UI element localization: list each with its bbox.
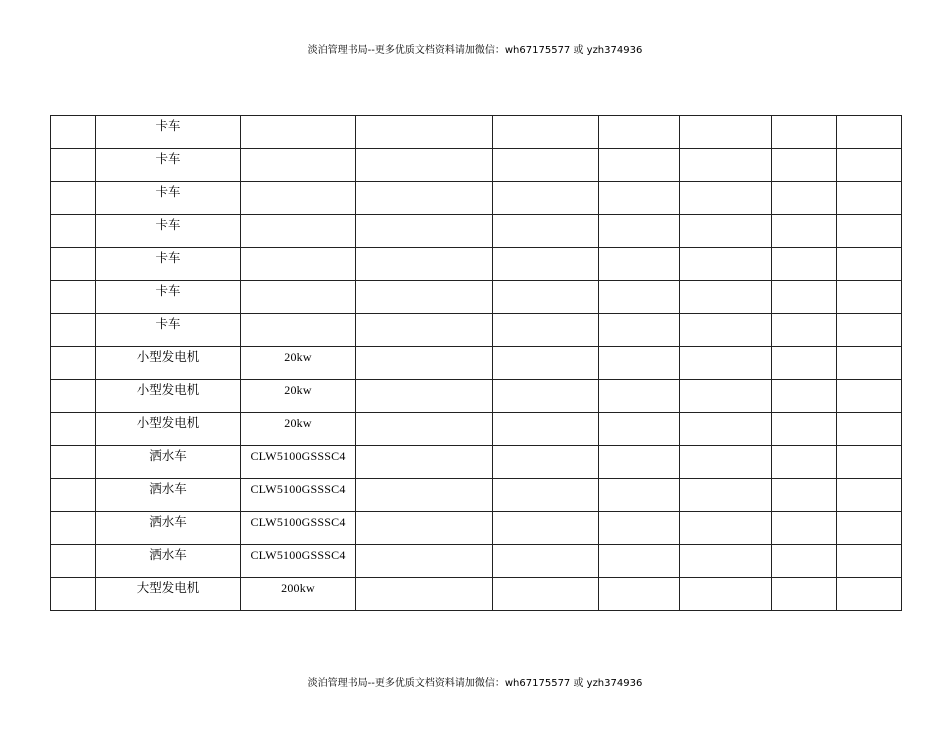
empty-cell — [356, 578, 493, 611]
model-cell — [241, 512, 356, 545]
empty-cell — [680, 347, 772, 380]
empty-cell — [837, 578, 902, 611]
equipment-name-cell — [96, 182, 241, 215]
equipment-name-text: 大型发电机 — [136, 580, 200, 595]
empty-cell — [837, 479, 902, 512]
table-row — [51, 512, 902, 545]
empty-cell — [599, 215, 680, 248]
empty-cell — [493, 182, 599, 215]
empty-cell — [493, 512, 599, 545]
empty-cell — [772, 182, 837, 215]
equipment-name-cell — [96, 248, 241, 281]
empty-cell — [837, 446, 902, 479]
empty-cell — [356, 347, 493, 380]
model-cell — [241, 314, 356, 347]
empty-cell — [599, 116, 680, 149]
empty-cell — [493, 413, 599, 446]
model-text — [241, 314, 355, 317]
model-text: CLW5100GSSSC4 — [250, 548, 346, 562]
table-row — [51, 479, 902, 512]
model-text: CLW5100GSSSC4 — [250, 515, 346, 529]
empty-cell — [837, 116, 902, 149]
equipment-name-cell — [96, 413, 241, 446]
index-cell — [51, 446, 96, 479]
index-cell — [51, 281, 96, 314]
model-cell — [241, 248, 356, 281]
model-cell — [241, 413, 356, 446]
table-row — [51, 281, 902, 314]
empty-cell — [493, 149, 599, 182]
equipment-name-text: 卡车 — [155, 316, 181, 331]
empty-cell — [599, 281, 680, 314]
empty-cell — [599, 347, 680, 380]
equipment-name-cell — [96, 149, 241, 182]
empty-cell — [356, 512, 493, 545]
model-text: 200kw — [281, 581, 315, 595]
empty-cell — [599, 446, 680, 479]
equipment-name-cell — [96, 545, 241, 578]
empty-cell — [837, 347, 902, 380]
empty-cell — [680, 248, 772, 281]
equipment-name-text: 小型发电机 — [136, 382, 200, 397]
empty-cell — [599, 545, 680, 578]
empty-cell — [356, 545, 493, 578]
empty-cell — [599, 149, 680, 182]
table-row — [51, 446, 902, 479]
empty-cell — [680, 578, 772, 611]
model-cell — [241, 479, 356, 512]
empty-cell — [599, 479, 680, 512]
equipment-name-cell — [96, 479, 241, 512]
empty-cell — [599, 413, 680, 446]
equipment-name-cell — [96, 116, 241, 149]
empty-cell — [772, 215, 837, 248]
equipment-name-text: 洒水车 — [149, 481, 187, 496]
empty-cell — [680, 479, 772, 512]
table-body — [51, 116, 902, 611]
empty-cell — [493, 215, 599, 248]
equipment-name-text: 卡车 — [155, 217, 181, 232]
empty-cell — [837, 512, 902, 545]
empty-cell — [680, 446, 772, 479]
model-cell — [241, 545, 356, 578]
equipment-name-cell — [96, 347, 241, 380]
model-text: CLW5100GSSSC4 — [250, 449, 346, 463]
table-row — [51, 578, 902, 611]
empty-cell — [356, 116, 493, 149]
empty-cell — [356, 479, 493, 512]
equipment-name-cell — [96, 578, 241, 611]
equipment-name-text: 卡车 — [155, 184, 181, 199]
equipment-name-text: 洒水车 — [149, 547, 187, 562]
table-row — [51, 182, 902, 215]
index-cell — [51, 248, 96, 281]
equipment-name-cell — [96, 380, 241, 413]
equipment-name-cell — [96, 215, 241, 248]
table-row — [51, 215, 902, 248]
empty-cell — [493, 578, 599, 611]
empty-cell — [772, 545, 837, 578]
index-cell — [51, 182, 96, 215]
table-row — [51, 380, 902, 413]
empty-cell — [772, 413, 837, 446]
equipment-name-cell — [96, 314, 241, 347]
empty-cell — [772, 116, 837, 149]
empty-cell — [493, 479, 599, 512]
empty-cell — [837, 380, 902, 413]
empty-cell — [772, 446, 837, 479]
empty-cell — [837, 545, 902, 578]
model-text — [241, 116, 355, 119]
index-cell — [51, 347, 96, 380]
empty-cell — [772, 512, 837, 545]
index-cell — [51, 578, 96, 611]
empty-cell — [493, 347, 599, 380]
empty-cell — [599, 578, 680, 611]
empty-cell — [599, 314, 680, 347]
empty-cell — [680, 215, 772, 248]
model-cell — [241, 149, 356, 182]
empty-cell — [772, 314, 837, 347]
empty-cell — [772, 347, 837, 380]
index-cell — [51, 512, 96, 545]
empty-cell — [680, 281, 772, 314]
table-row — [51, 116, 902, 149]
model-text — [241, 215, 355, 218]
empty-cell — [772, 248, 837, 281]
empty-cell — [356, 314, 493, 347]
table-row — [51, 149, 902, 182]
model-text — [241, 149, 355, 152]
empty-cell — [493, 545, 599, 578]
model-text — [241, 281, 355, 284]
model-text: 20kw — [284, 350, 312, 364]
index-cell — [51, 215, 96, 248]
model-cell — [241, 281, 356, 314]
index-cell — [51, 380, 96, 413]
empty-cell — [493, 116, 599, 149]
empty-cell — [356, 248, 493, 281]
empty-cell — [772, 578, 837, 611]
table-row — [51, 413, 902, 446]
index-cell — [51, 479, 96, 512]
empty-cell — [356, 215, 493, 248]
index-cell — [51, 314, 96, 347]
equipment-name-text: 洒水车 — [149, 514, 187, 529]
equipment-name-cell — [96, 281, 241, 314]
empty-cell — [837, 215, 902, 248]
empty-cell — [772, 380, 837, 413]
index-cell — [51, 413, 96, 446]
equipment-table — [50, 115, 902, 611]
empty-cell — [837, 248, 902, 281]
page-header: 淡泊管理书局--更多优质文档资料请加微信：wh67175577 或 yzh374936 — [307, 45, 643, 56]
model-text: 20kw — [284, 383, 312, 397]
empty-cell — [680, 512, 772, 545]
empty-cell — [356, 380, 493, 413]
empty-cell — [837, 182, 902, 215]
index-cell — [51, 149, 96, 182]
empty-cell — [772, 479, 837, 512]
model-cell — [241, 380, 356, 413]
empty-cell — [493, 314, 599, 347]
empty-cell — [680, 314, 772, 347]
equipment-name-text: 小型发电机 — [136, 415, 200, 430]
empty-cell — [772, 149, 837, 182]
empty-cell — [493, 248, 599, 281]
empty-cell — [599, 380, 680, 413]
table-row — [51, 545, 902, 578]
model-cell — [241, 347, 356, 380]
empty-cell — [772, 281, 837, 314]
empty-cell — [356, 149, 493, 182]
empty-cell — [356, 182, 493, 215]
empty-cell — [599, 182, 680, 215]
empty-cell — [680, 116, 772, 149]
empty-cell — [680, 545, 772, 578]
empty-cell — [493, 380, 599, 413]
table-row — [51, 347, 902, 380]
empty-cell — [356, 281, 493, 314]
empty-cell — [599, 512, 680, 545]
model-text — [241, 248, 355, 251]
empty-cell — [837, 281, 902, 314]
model-text: CLW5100GSSSC4 — [250, 482, 346, 496]
model-text: 20kw — [284, 416, 312, 430]
equipment-name-text: 洒水车 — [149, 448, 187, 463]
equipment-name-text: 卡车 — [155, 151, 181, 166]
equipment-name-text: 小型发电机 — [136, 349, 200, 364]
equipment-name-text: 卡车 — [155, 250, 181, 265]
empty-cell — [493, 446, 599, 479]
empty-cell — [493, 281, 599, 314]
empty-cell — [680, 182, 772, 215]
model-cell — [241, 182, 356, 215]
empty-cell — [356, 413, 493, 446]
model-cell — [241, 116, 356, 149]
index-cell — [51, 116, 96, 149]
page-footer: 淡泊管理书局--更多优质文档资料请加微信：wh67175577 或 yzh374936 — [307, 678, 643, 689]
equipment-name-cell — [96, 512, 241, 545]
model-cell — [241, 446, 356, 479]
empty-cell — [599, 248, 680, 281]
model-cell — [241, 215, 356, 248]
model-cell — [241, 578, 356, 611]
table-row — [51, 314, 902, 347]
empty-cell — [356, 446, 493, 479]
empty-cell — [680, 413, 772, 446]
table-row — [51, 248, 902, 281]
empty-cell — [680, 380, 772, 413]
equipment-name-cell — [96, 446, 241, 479]
equipment-name-text: 卡车 — [155, 118, 181, 133]
empty-cell — [837, 149, 902, 182]
empty-cell — [837, 314, 902, 347]
empty-cell — [680, 149, 772, 182]
model-text — [241, 182, 355, 185]
empty-cell — [837, 413, 902, 446]
index-cell — [51, 545, 96, 578]
equipment-name-text: 卡车 — [155, 283, 181, 298]
